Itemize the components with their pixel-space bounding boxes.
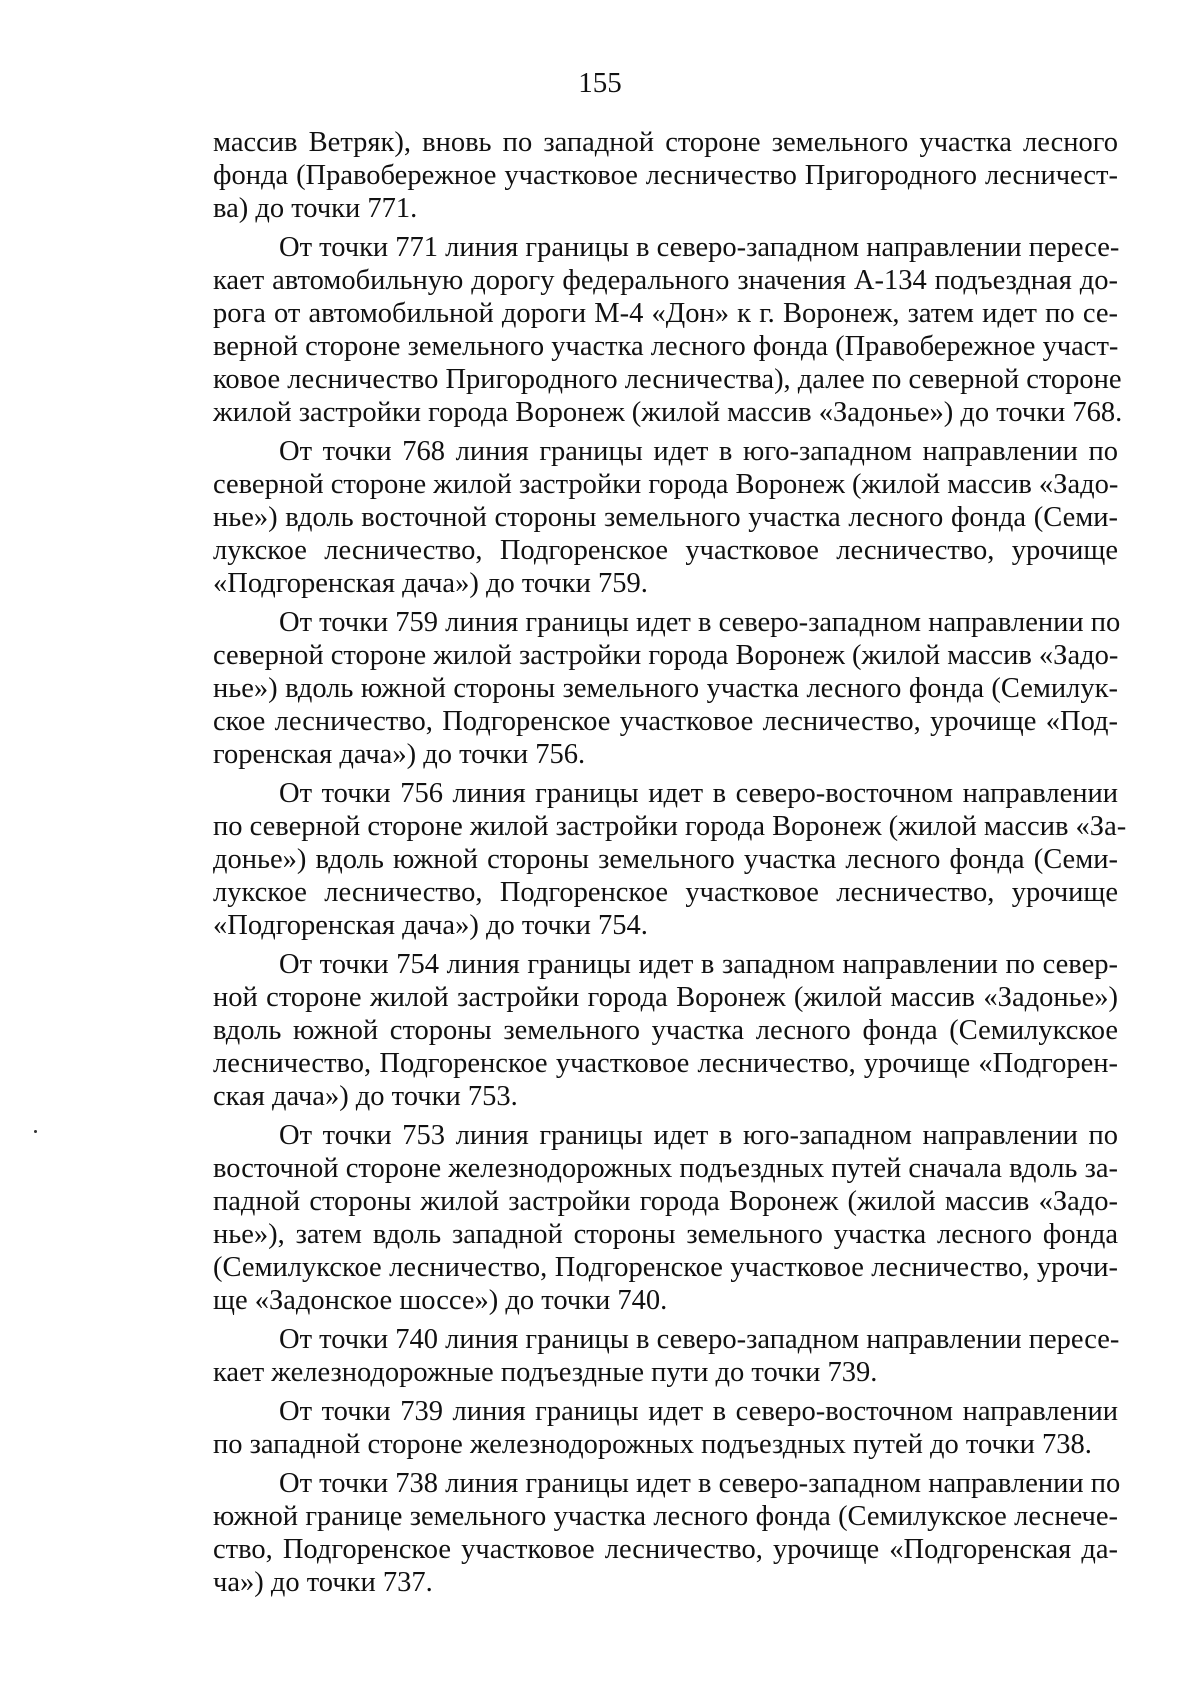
- paragraph: [213, 1323, 1118, 1389]
- paragraph: [213, 1467, 1121, 1599]
- text-line: ще «Задонское шоссе») до точки 740.: [213, 1285, 668, 1316]
- text-line: северной стороне жилой застройки города Воронеж (жилой массив «Задо-: [213, 640, 1119, 671]
- text-line: донье») вдоль южной стороны земельного участка лесного фонда (Семи-: [213, 844, 1118, 875]
- text-line: лесничество, Подгоренское участковое лесничество, урочище «Подгорен-: [213, 1048, 1118, 1079]
- text-line: лукское лесничество, Подгоренское участковое лесничество, урочище: [213, 877, 1118, 908]
- text-line: вдоль южной стороны земельного участка лесного фонда (Семилукское: [213, 1015, 1118, 1046]
- text-line: ское лесничество, Подгоренское участковое лесничество, урочище «Под-: [213, 706, 1118, 737]
- text-line: От точки 759 линия границы идет в северо-западном направлении по: [279, 607, 1121, 638]
- text-line: южной границе земельного участка лесного фонда (Семилукское леснече-: [213, 1501, 1118, 1532]
- text-line: От точки 739 линия границы идет в северо-восточном направлении: [279, 1396, 1118, 1427]
- text-line: кает автомобильную дорогу федерального значения А-134 подъездная до-: [213, 265, 1118, 296]
- text-line: От точки 768 линия границы идет в юго-западном направлении по: [279, 436, 1118, 467]
- paragraph: [213, 1119, 1118, 1317]
- scan-speck: [34, 1130, 37, 1133]
- text-line: фонда (Правобережное участковое лесничество Пригородного лесничест-: [213, 160, 1118, 191]
- text-line: массив Ветряк), вновь по западной стороне земельного участка лесного: [213, 127, 1118, 158]
- page-number: 155: [578, 67, 622, 99]
- text-line: нье») вдоль южной стороны земельного участка лесного фонда (Семилук-: [213, 673, 1118, 704]
- paragraph: [213, 435, 1118, 600]
- text-line: восточной стороне железнодорожных подъездных путей сначала вдоль за-: [213, 1153, 1118, 1184]
- text-line: «Подгоренская дача») до точки 759.: [213, 568, 648, 599]
- text-line: горенская дача») до точки 756.: [213, 739, 586, 770]
- text-line: От точки 756 линия границы идет в северо-восточном направлении: [279, 778, 1118, 809]
- text-line: по северной стороне жилой застройки города Воронеж (жилой массив «За-: [213, 811, 1127, 842]
- body-text: [213, 126, 1127, 1599]
- text-line: От точки 738 линия границы идет в северо-западном направлении по: [279, 1468, 1121, 1499]
- paragraph: [213, 126, 1118, 225]
- text-line: ковое лесничество Пригородного лесничества), далее по северной стороне: [213, 364, 1122, 395]
- text-line: жилой застройки города Воронеж (жилой массив «Задонье») до точки 768.: [213, 397, 1123, 428]
- text-line: верной стороне земельного участка лесного фонда (Правобережное участ-: [213, 331, 1119, 362]
- paragraph: [213, 1395, 1118, 1461]
- text-line: по западной стороне железнодорожных подъездных путей до точки 738.: [213, 1429, 1092, 1460]
- paragraph: [213, 948, 1118, 1113]
- text-line: ной стороне жилой застройки города Воронеж (жилой массив «Задонье»): [213, 982, 1118, 1013]
- text-line: От точки 754 линия границы идет в западном направлении по север-: [279, 949, 1118, 980]
- text-line: От точки 740 линия границы в северо-западном направлении пересе-: [279, 1324, 1120, 1355]
- text-line: лукское лесничество, Подгоренское участковое лесничество, урочище: [213, 535, 1118, 566]
- text-line: От точки 753 линия границы идет в юго-западном направлении по: [279, 1120, 1118, 1151]
- text-line: ва) до точки 771.: [213, 193, 418, 224]
- text-line: От точки 771 линия границы в северо-западном направлении пересе-: [279, 232, 1120, 263]
- text-line: «Подгоренская дача») до точки 754.: [213, 910, 648, 941]
- text-line: рога от автомобильной дороги М-4 «Дон» к г. Воронеж, затем идет по се-: [213, 298, 1118, 329]
- paragraph: [213, 231, 1123, 429]
- text-line: нье») вдоль восточной стороны земельного участка лесного фонда (Семи-: [213, 502, 1118, 533]
- paragraph: [213, 777, 1127, 942]
- text-line: северной стороне жилой застройки города Воронеж (жилой массив «Задо-: [213, 469, 1119, 500]
- paragraph: [213, 606, 1121, 771]
- text-line: ская дача») до точки 753.: [213, 1081, 518, 1112]
- text-line: кает железнодорожные подъездные пути до точки 739.: [213, 1357, 878, 1388]
- text-line: (Семилукское лесничество, Подгоренское участковое лесничество, урочи-: [213, 1252, 1118, 1283]
- text-line: ча») до точки 737.: [213, 1567, 433, 1598]
- text-line: нье»), затем вдоль западной стороны земельного участка лесного фонда: [213, 1219, 1118, 1250]
- text-line: ство, Подгоренское участковое лесничество, урочище «Подгоренская да-: [213, 1534, 1118, 1565]
- text-line: падной стороны жилой застройки города Воронеж (жилой массив «Задо-: [213, 1186, 1118, 1217]
